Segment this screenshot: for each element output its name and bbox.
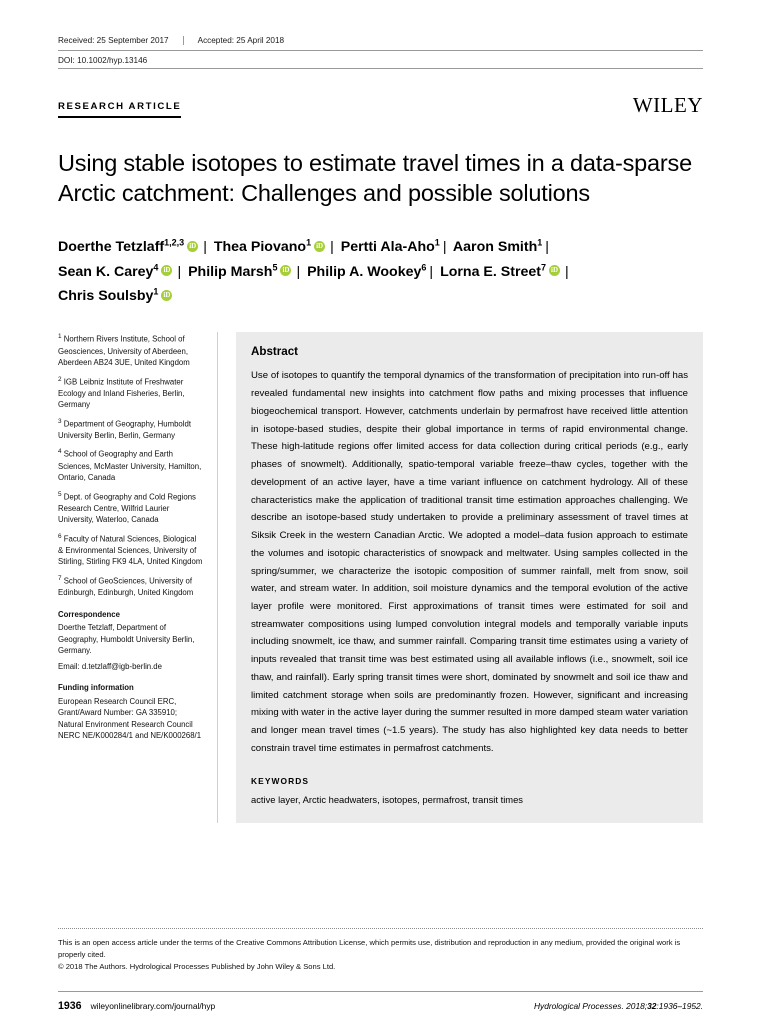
- citation-pages: :1936–1952.: [656, 1001, 703, 1011]
- accepted-date: Accepted: 25 April 2018: [183, 36, 298, 45]
- author[interactable]: Doerthe Tetzlaff$^{1,2,3}$: [58, 237, 185, 256]
- author-separator: |: [565, 263, 569, 280]
- author[interactable]: Thea Piovano$^1$: [213, 237, 312, 256]
- author[interactable]: Philip Marsh$^5$: [188, 261, 278, 280]
- page-footer: [58, 991, 703, 1012]
- license-note: [58, 928, 703, 972]
- author-affil-marker: 6: [421, 261, 427, 272]
- affiliation-text: Dept. of Geography and Cold Regions Research Centre, Wilfrid Laurier University, Waterloo, Canada: [58, 492, 196, 525]
- abstract-text: Use of isotopes to quantify the temporal dynamics of the transformation of precipitation into run-off has revealed fundamental new insights into catchment flow paths and mixing processes that influence biogeochemical transport. However, catchments underlain by permafrost have received little attention in isotope-based studies, despite their global importance in terms of rapid environmental change. These high-latitude regions offer limited access for data collection during critical periods (e.g., early phases of snowmelt). Additionally, spatio-temporal variable freeze–thaw cycles, together with the development of an active layer, have a time variant influence on catchment hydrology. All of these characteristics make the application of traditional transit time estimation approaches challenging. We describe an isotope-based study undertaken to provide a preliminary assessment of travel times at Siksik Creek in the western Canadian Arctic. We adopted a model–data fusion approach to estimate the volumes and isotopic characteristics of snowpack and meltwater. Using samples collected in the spring/summer, we characterize the isotopic composition of summer rainfall, melt from snow, soil water, and stream water. In addition, soil moisture dynamics and the temporal evolution of the active layer profile were monitored. First approximations of transit times were estimated for soil and streamwater compositions using lumped convolution integral models and temporally variable inputs including snowmelt, ice thaw, and summer rainfall. Comparing transit time estimates using a variety of inputs revealed that transit time was best estimated using all available inflows (i.e., snowmelt, soil ice thaw, and rainfall). Early spring transit times were short, dominated by snowmelt and soil ice thaw and limited catchment storage when soils are predominantly frozen. However, significant and increasing mixing with water in the active layer during the summer resulted in more damped steam water variation and longer mean travel times (~1.5 years). The study has also highlighted key data needs to better constrain travel time estimates in permafrost catchments.: [251, 370, 688, 754]
- author-separator: |: [442, 239, 447, 256]
- abstract-box: [236, 332, 703, 822]
- author-list: [58, 235, 703, 308]
- orcid-icon[interactable]: [549, 265, 560, 276]
- author-affil-marker: 4: [153, 261, 159, 272]
- journal-citation: [534, 1001, 703, 1011]
- license-line-2: © 2018 The Authors. Hydrological Processes Published by John Wiley & Sons Ltd.: [58, 961, 336, 971]
- correspondence-text: Doerthe Tetzlaff, Department of Geography, Humboldt University Berlin, Germany.: [58, 623, 195, 656]
- funding-heading: Funding information: [58, 683, 134, 693]
- author-separator: |: [429, 263, 434, 280]
- affiliation-item: $^6$ Faculty of Natural Sciences, Biological & Environmental Sciences, University of Stirling, Stirling FK9 4LA, United Kingdom: [58, 532, 203, 567]
- page-title: Using stable isotopes to estimate travel times in a data-sparse Arctic catchment: Challenges and possible solutions: [58, 150, 692, 207]
- doi-line[interactable]: DOI: 10.1002/hyp.13146: [58, 51, 703, 69]
- author-affil-marker: 1: [434, 237, 440, 248]
- footer-left: [58, 1000, 215, 1012]
- author-separator: |: [330, 239, 334, 256]
- author-affil-marker: 1,2,3: [164, 237, 185, 248]
- page-number: 1936: [58, 1000, 82, 1012]
- affiliation-item: $^2$ IGB Leibniz Institute of Freshwater Ecology and Inland Fisheries, Berlin, Germany: [58, 375, 185, 410]
- correspondence-block: [58, 609, 203, 673]
- article-page: [0, 36, 761, 1036]
- abstract-column: [236, 332, 703, 822]
- article-history: [58, 36, 703, 51]
- author-affil-marker: 5: [272, 261, 278, 272]
- author-affil-marker: 1: [153, 286, 159, 297]
- affiliation-text: Faculty of Natural Sciences, Biological & Environmental Sciences, University of Stirling, Stirling FK9 4LA, United Kingdom: [58, 534, 203, 567]
- type-and-logo-row: [58, 95, 703, 118]
- abstract-heading: Abstract: [251, 345, 299, 359]
- correspondence-email[interactable]: Email: d.tetzlaff@igb-berlin.de: [58, 661, 162, 671]
- author-affil-marker: 1: [306, 237, 312, 248]
- author-affil-marker: 7: [540, 261, 546, 272]
- article-body: [58, 332, 703, 822]
- affiliation-text: School of Geography and Earth Sciences, McMaster University, Hamilton, Ontario, Canada: [58, 450, 202, 483]
- author-separator: |: [545, 239, 549, 256]
- article-type-label: RESEARCH ARTICLE: [58, 101, 181, 118]
- orcid-icon[interactable]: [161, 290, 172, 301]
- author-line-2: [58, 260, 703, 284]
- citation-year: 2018;: [623, 1001, 648, 1011]
- author[interactable]: Sean K. Carey$^4$: [58, 261, 159, 280]
- affiliation-item: $^3$ Department of Geography, Humboldt University Berlin, Berlin, Germany: [58, 417, 192, 440]
- author-affil-marker: 1: [537, 237, 543, 248]
- author-line-1: [58, 235, 703, 259]
- author[interactable]: Chris Soulsby$^1$: [58, 286, 159, 304]
- affiliation-text: Department of Geography, Humboldt University Berlin, Berlin, Germany: [58, 419, 192, 440]
- orcid-icon[interactable]: [314, 241, 325, 252]
- orcid-icon[interactable]: [161, 265, 172, 276]
- license-line-1: This is an open access article under the terms of the Creative Commons Attribution License, which permits use, distribution and reproduction in any medium, provided the original work is properly cited.: [58, 938, 681, 959]
- author[interactable]: Philip A. Wookey$^6$: [307, 261, 427, 280]
- citation-volume: 32: [647, 1001, 657, 1011]
- funding-text: European Research Council ERC, Grant/Award Number: GA 335910; Natural Environment Research Council NERC NE/K000284/1 and NE/K000268/1: [58, 696, 202, 741]
- orcid-icon[interactable]: [187, 241, 198, 252]
- author-separator: |: [177, 263, 182, 280]
- affiliations-column: [58, 332, 218, 822]
- citation-journal: Hydrological Processes.: [533, 1001, 624, 1011]
- affiliation-text: School of GeoSciences, University of Edinburgh, Edinburgh, United Kingdom: [58, 576, 194, 598]
- received-date: Received: 25 September 2017: [58, 36, 169, 45]
- author[interactable]: Aaron Smith$^1$: [452, 237, 543, 256]
- keywords-heading: KEYWORDS: [251, 775, 310, 786]
- affiliation-text: Northern Rivers Institute, School of Geosciences, University of Aberdeen, Aberdeen AB24 3UE, United Kingdom: [58, 335, 190, 368]
- author[interactable]: Lorna E. Street$^7$: [440, 261, 546, 280]
- orcid-icon[interactable]: [280, 265, 291, 276]
- author-line-3: [58, 284, 703, 308]
- affiliation-text: IGB Leibniz Institute of Freshwater Ecology and Inland Fisheries, Berlin, Germany: [58, 377, 185, 410]
- author-separator: |: [203, 239, 207, 256]
- wiley-logo: WILEY: [632, 93, 703, 117]
- funding-block: [58, 682, 203, 742]
- author-separator: |: [296, 263, 301, 280]
- correspondence-heading: Correspondence: [58, 609, 120, 619]
- affiliation-item: $^5$ Dept. of Geography and Cold Regions Research Centre, Wilfrid Laurier University, Waterloo, Canada: [58, 490, 196, 525]
- affiliation-item: $^1$ Northern Rivers Institute, School of Geosciences, University of Aberdeen, Aberdeen AB24 3UE, United Kingdom: [58, 333, 190, 368]
- keywords-text: active layer, Arctic headwaters, isotopes, permafrost, transit times: [251, 793, 523, 805]
- journal-url[interactable]: wileyonlinelibrary.com/journal/hyp: [90, 1001, 216, 1011]
- affiliation-item: $^7$ School of GeoSciences, University of Edinburgh, Edinburgh, United Kingdom: [58, 575, 194, 598]
- affiliation-item: $^4$ School of Geography and Earth Sciences, McMaster University, Hamilton, Ontario, Canada: [58, 448, 202, 483]
- author[interactable]: Pertti Ala-Aho$^1$: [340, 237, 440, 256]
